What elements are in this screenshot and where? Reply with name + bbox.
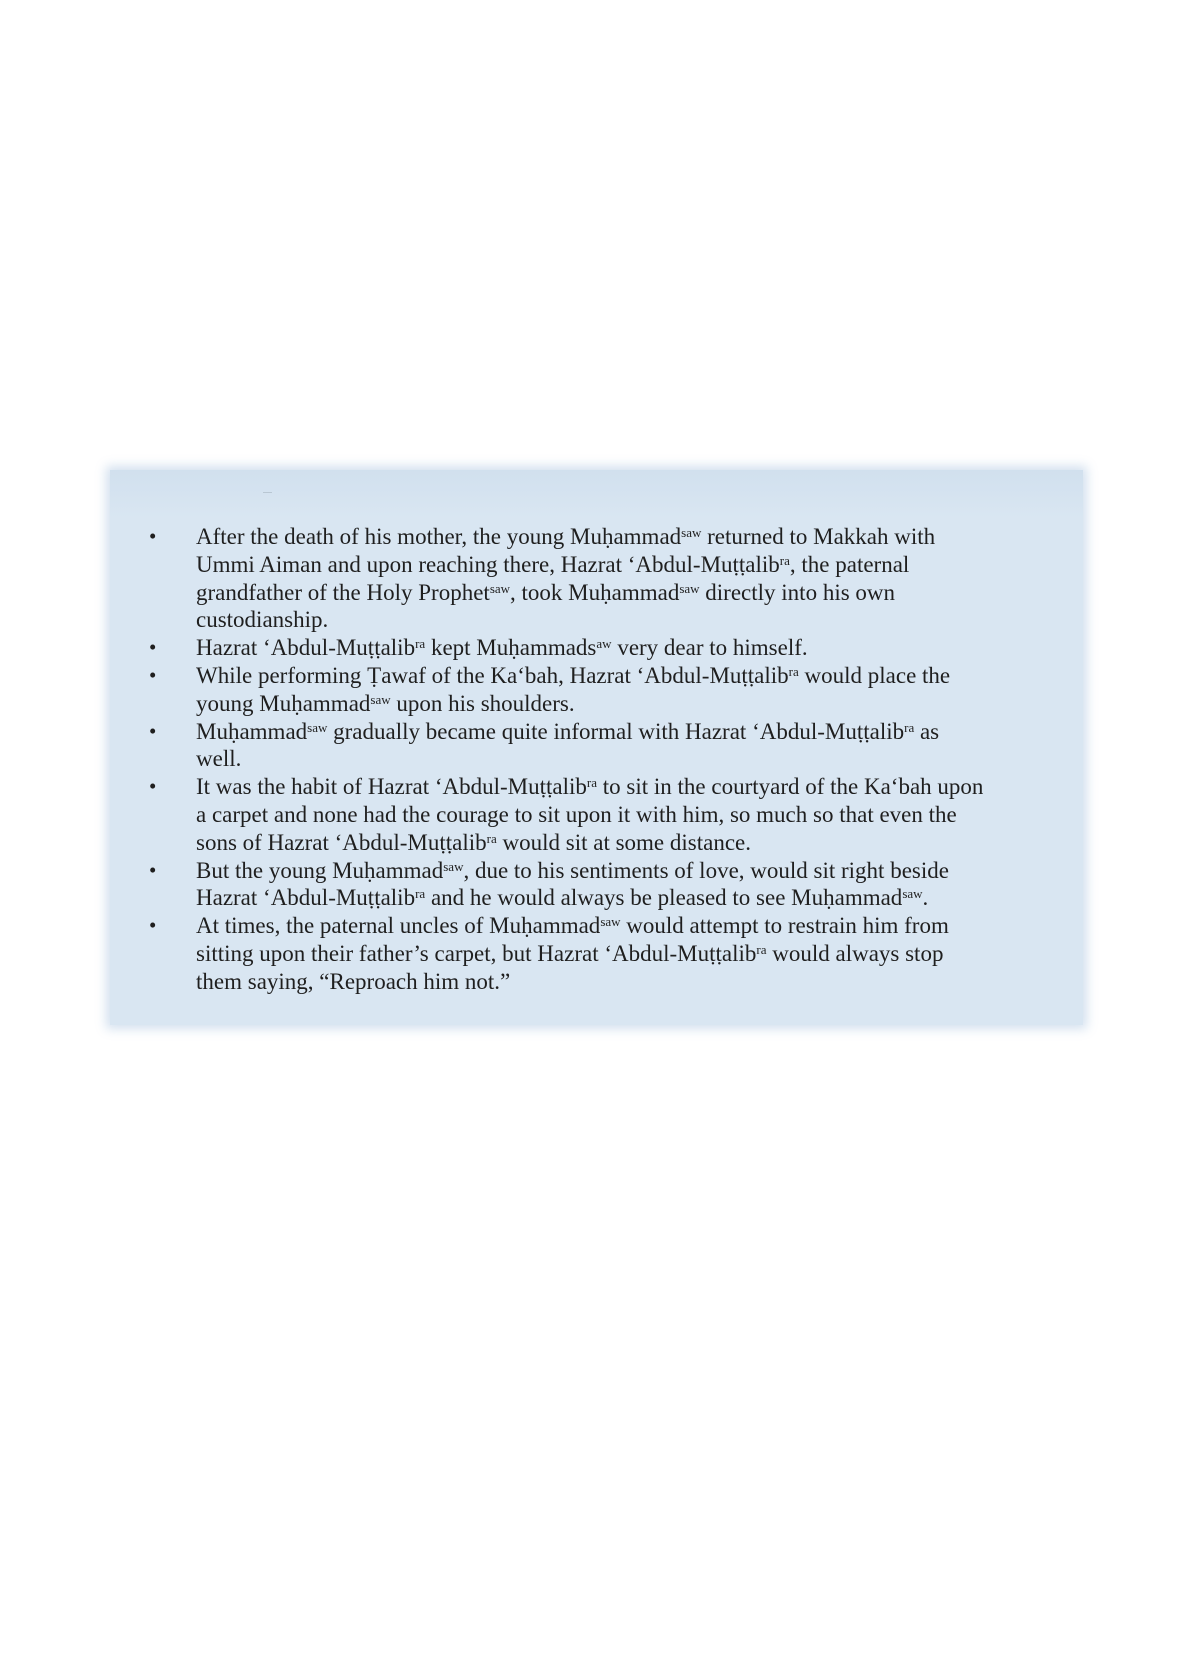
text-run: At times, the paternal uncles of Muḥammad [196,913,601,939]
text-line [196,829,1046,857]
text-line [196,523,1046,551]
honorific-superscript: ra [415,886,426,902]
text-line [196,801,1046,829]
box-header-band [110,470,1083,518]
text-run: as [914,718,940,744]
decorative-rule [263,492,272,493]
text-run: Hazrat ‘Abdul-Muṭṭalib [196,885,416,911]
text-run: upon his shoulders. [390,690,575,716]
text-line [196,968,1046,996]
text-run: , due to his sentiments of love, would sit right beside [463,857,949,883]
text-line [196,912,1046,940]
bullet-item [146,857,1046,913]
text-run: would attempt to restrain him from [620,913,949,939]
text-run: It was the habit of Hazrat ‘Abdul-Muṭṭalib [196,774,587,800]
text-line [196,884,1046,912]
honorific-superscript: ra [486,830,497,846]
honorific-superscript: ra [586,775,597,791]
honorific-superscript: saw [679,580,700,596]
text-run: very dear to himself. [611,635,808,661]
text-line [196,690,1046,718]
text-run: to sit in the courtyard of the Ka‘bah upon [597,774,984,800]
text-run: Muḥammad [196,718,308,744]
text-run: sitting upon their father’s carpet, but Hazrat ‘Abdul-Muṭṭalib [196,940,757,966]
text-line [196,634,1046,662]
text-run: them saying, “Reproach him not.” [196,968,511,994]
text-run: and he would always be pleased to see Muḥammad [425,885,903,911]
text-run: . [922,885,929,911]
text-run: , took Muḥammad [510,579,680,605]
text-line [196,579,1046,607]
text-run: gradually became quite informal with Hazrat ‘Abdul-Muṭṭalib [327,718,905,744]
honorific-superscript: saw [489,580,511,596]
text-line [196,857,1046,885]
text-run: a carpet and none had the courage to sit upon it with him, so much so that even the [196,801,957,827]
text-run: After the death of his mother, the young Muḥammad [196,524,682,549]
bullet-item [146,912,1046,995]
text-run: grandfather of the Holy Prophet [196,579,490,605]
text-run: Hazrat ‘Abdul-Muṭṭalib [196,635,416,661]
text-run: directly into his own [699,579,896,605]
honorific-superscript: ra [756,941,767,957]
text-line [196,662,1046,690]
honorific-superscript: saw [307,719,328,735]
text-run: would always stop [766,940,944,966]
text-line [196,718,1046,746]
text-run: returned to Makkah with [701,524,936,549]
text-run: would sit at some distance. [496,829,751,855]
text-run: While performing Ṭawaf of the Ka‘bah, Hazrat ‘Abdul-Muṭṭalib [196,662,789,688]
honorific-superscript: saw [681,524,702,540]
text-line [196,551,1046,579]
bullet-list [146,523,1046,996]
text-line [196,745,1046,773]
honorific-superscript: saw [443,858,464,874]
text-run: Ummi Aiman and upon reaching there, Hazrat ‘Abdul-Muṭṭalib [196,551,780,577]
text-run: sons of Hazrat ‘Abdul-Muṭṭalib [196,829,487,855]
honorific-superscript: saw [600,914,621,930]
text-run: kept Muḥammads [425,635,597,661]
bullet-item [146,634,1046,662]
honorific-superscript: ra [904,719,915,735]
text-line [196,940,1046,968]
text-run: well. [196,746,242,772]
honorific-superscript: ra [788,663,799,679]
highlight-box [110,470,1083,1025]
honorific-superscript: ra [779,552,790,568]
text-line [196,773,1046,801]
text-run: custodianship. [196,607,329,633]
bullet-item [146,662,1046,718]
honorific-superscript: saw [902,886,923,902]
bullet-item [146,523,1046,634]
text-run: would place the [798,662,951,688]
honorific-superscript: saw [370,691,391,707]
bullet-item [146,718,1046,774]
text-run: young Muḥammad [196,690,371,716]
honorific-superscript: aw [596,636,612,652]
bullet-item [146,773,1046,856]
text-run: But the young Muḥammad [196,857,444,883]
honorific-superscript: ra [415,636,426,652]
text-run: , the paternal [789,551,910,577]
text-line [196,606,1046,634]
